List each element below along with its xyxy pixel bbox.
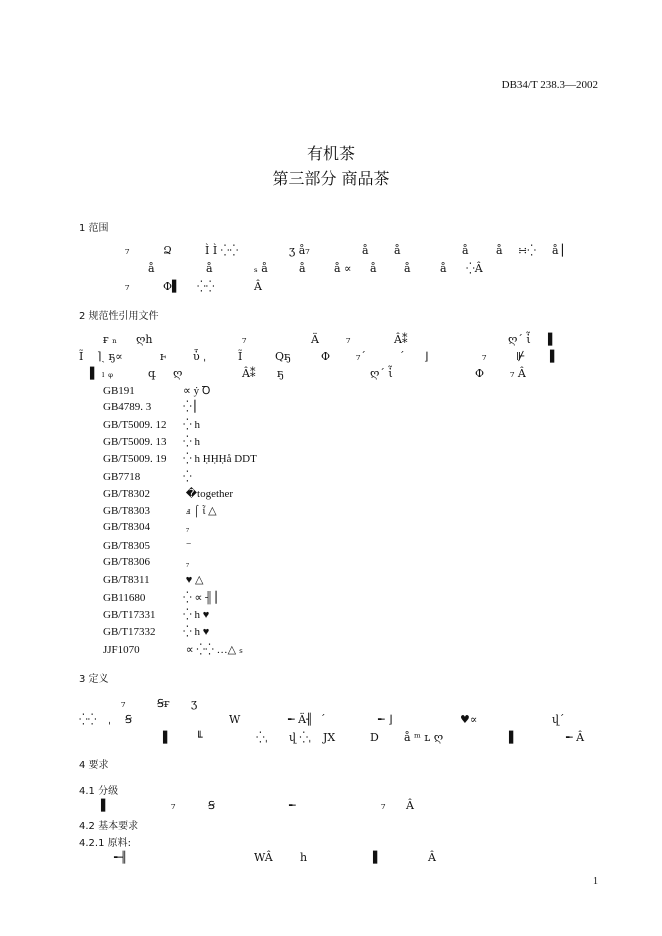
garbled-glyph: ₇ — [242, 333, 247, 346]
garbled-glyph: ღˊ ἶ — [370, 367, 393, 380]
garbled-glyph: վ ⁛ˌ — [289, 731, 312, 744]
reference-description: ⁛ h ♥ — [183, 626, 210, 639]
garbled-glyph: W — [229, 713, 241, 726]
garbled-glyph: ₇ — [482, 350, 487, 363]
reference-item — [103, 435, 200, 448]
garbled-glyph: Ձ — [163, 244, 172, 257]
garbled-glyph: Ì Ì ⁛⁛ — [205, 244, 239, 257]
garbled-glyph: å — [404, 262, 411, 275]
garbled-glyph: å — [299, 262, 306, 275]
reference-code: GB/T8311 — [103, 574, 150, 587]
garbled-glyph: ღh — [136, 333, 153, 346]
section-heading-references: 2 规范性引用文件 — [79, 311, 159, 322]
garbled-glyph: Φ▌ — [163, 280, 181, 293]
reference-code: GB/T8304 — [103, 521, 151, 534]
garbled-glyph: գ — [148, 367, 156, 380]
reference-item — [103, 470, 192, 483]
garbled-glyph: å — [362, 244, 369, 257]
garbled-glyph: å ▏ — [552, 244, 571, 257]
garbled-glyph: ₇ˊ — [356, 350, 366, 363]
garbled-glyph: ғ ₙ — [103, 333, 118, 346]
garbled-glyph: å — [496, 244, 503, 257]
reference-item — [103, 591, 224, 604]
section-heading-definitions: 3 定义 — [79, 674, 109, 685]
reference-description: ⅎ ⌠ ἶ △ — [183, 505, 217, 518]
garbled-glyph: å — [148, 262, 155, 275]
garbled-glyph: ˌ — [108, 713, 112, 726]
reference-item — [103, 452, 257, 465]
garbled-glyph: Ĩ — [79, 350, 84, 363]
reference-item — [103, 573, 204, 586]
garbled-glyph: ⱶ — [160, 350, 167, 363]
reference-code: GB11680 — [103, 591, 146, 604]
reference-description: ∝ ⁛⁛ …△ ₛ — [183, 643, 243, 656]
reference-code: GB191 — [103, 385, 135, 397]
garbled-glyph: ⊮ — [516, 350, 526, 363]
garbled-glyph: ♥∝ — [460, 713, 478, 726]
reference-code: GB/T5009. 13 — [103, 435, 167, 448]
reference-description: ∝ ẏ Ꝺ — [183, 385, 211, 397]
reference-description: ⁛ h ḤḤḤå DDT — [183, 453, 257, 466]
reference-item — [103, 400, 203, 413]
garbled-glyph: ⁛Â — [466, 262, 483, 275]
document-subtitle: 第三部分 商品茶 — [272, 169, 390, 188]
garbled-glyph: ⁛⁛ — [197, 280, 215, 293]
garbled-glyph: ⌉ˏ ҕ∝ — [97, 350, 123, 363]
garbled-glyph: å — [394, 244, 401, 257]
reference-item — [103, 487, 233, 500]
reference-description: ⁛ ▏ — [183, 401, 203, 414]
garbled-glyph: h — [300, 851, 308, 864]
reference-item — [103, 418, 200, 431]
garbled-glyph: ˊ — [399, 350, 405, 363]
reference-code: GB/T8305 — [103, 539, 151, 552]
reference-item — [103, 608, 209, 621]
garbled-glyph: ╾ ⌋ — [378, 713, 393, 726]
reference-code: GB/T5009. 19 — [103, 453, 167, 466]
reference-description: ₇ — [183, 521, 190, 534]
garbled-glyph: ˊ — [320, 713, 326, 726]
reference-item — [103, 643, 243, 656]
garbled-glyph: WÂ — [254, 851, 273, 864]
section-heading-raw-material: 4.2.1 原料: — [79, 838, 131, 849]
reference-code: GB/T5009. 12 — [103, 418, 167, 431]
garbled-glyph: JX — [323, 731, 336, 744]
garbled-glyph: ღˊ ἶ — [508, 333, 531, 346]
garbled-glyph: Φ — [475, 367, 485, 380]
garbled-glyph: ▌ — [550, 350, 559, 363]
garbled-glyph: ▌ ₗ ᵩ — [90, 367, 113, 380]
reference-item — [103, 521, 190, 533]
garbled-glyph: ╾╢ — [114, 851, 128, 864]
garbled-glyph: Ꞩ — [208, 799, 215, 812]
garbled-glyph: Ä — [311, 333, 319, 346]
section-heading-basic-requirements: 4.2 基本要求 — [79, 821, 139, 832]
garbled-glyph: վˊ — [552, 713, 565, 726]
garbled-glyph: ⁛ˌ — [256, 731, 268, 744]
garbled-glyph: Ĩ — [238, 350, 243, 363]
garbled-glyph: Â⁑ — [242, 367, 256, 380]
garbled-glyph: ₇ — [346, 333, 351, 346]
garbled-glyph: ღ — [173, 367, 183, 380]
garbled-glyph: ▌ — [373, 851, 382, 864]
garbled-glyph: å — [370, 262, 377, 275]
document-title: 有机茶 — [306, 144, 355, 163]
reference-code: GB4789. 3 — [103, 401, 152, 414]
garbled-glyph: ⌋ — [424, 350, 429, 363]
reference-description: ⁛ h ♥ — [183, 608, 210, 621]
section-heading-scope: 1 范围 — [79, 223, 109, 234]
reference-item — [103, 383, 210, 398]
reference-item — [103, 539, 192, 552]
reference-code: GB/T8306 — [103, 556, 151, 568]
garbled-glyph: ╾ — [289, 799, 296, 812]
reference-description: ⁛ h — [183, 418, 201, 431]
reference-code: GB7718 — [103, 470, 141, 483]
garbled-glyph: ҕ — [277, 367, 284, 380]
garbled-glyph: ▌ — [548, 333, 557, 346]
reference-code: GB/T17331 — [103, 608, 156, 621]
garbled-glyph: ∺⁛ — [518, 244, 536, 257]
garbled-glyph: D — [370, 731, 379, 744]
garbled-glyph: Â — [428, 851, 436, 864]
garbled-glyph: Ꞩ — [125, 713, 132, 726]
section-heading-requirements: 4 要求 — [79, 760, 109, 771]
garbled-glyph: ₇ — [125, 280, 130, 293]
garbled-glyph: Â — [254, 280, 262, 293]
reference-description: �together — [183, 487, 234, 500]
reference-item — [103, 625, 209, 638]
reference-item — [103, 556, 190, 568]
garbled-glyph: ὖ ˌ — [193, 350, 207, 363]
garbled-glyph: ₇ — [125, 244, 130, 257]
garbled-glyph: ʒ — [191, 697, 198, 710]
garbled-glyph: Â — [406, 799, 414, 812]
garbled-glyph: Qҕ — [275, 350, 291, 363]
garbled-glyph: ╾ Â — [566, 731, 585, 744]
garbled-glyph: å — [440, 262, 447, 275]
garbled-glyph: ₇ — [121, 697, 126, 710]
reference-description: ⁛ ∝ ╢ ▏ — [183, 591, 225, 604]
standard-number: DB34/T 238.3—2002 — [501, 79, 598, 91]
page-number: 1 — [593, 876, 598, 887]
garbled-glyph: ₛ å — [254, 262, 268, 275]
garbled-glyph: ₇ — [171, 799, 176, 812]
garbled-glyph: å — [206, 262, 213, 275]
reference-description: ⁻ — [183, 539, 192, 552]
garbled-glyph: Ꞩғ — [157, 697, 170, 710]
garbled-glyph: å — [462, 244, 469, 257]
reference-code: GB/T17332 — [103, 626, 156, 639]
garbled-glyph: ⁛⁛ — [79, 713, 97, 726]
garbled-glyph: ₇ — [381, 799, 386, 812]
garbled-glyph: ▌ — [509, 731, 518, 744]
garbled-glyph: ₇ Â — [510, 367, 526, 380]
garbled-glyph: ╙ — [196, 731, 203, 744]
garbled-glyph: å ∝ — [334, 262, 352, 275]
reference-description: ⁛ h — [183, 435, 201, 448]
reference-description: ⁛ — [183, 470, 192, 483]
garbled-glyph: Φ — [321, 350, 331, 363]
garbled-glyph: ▌ — [101, 799, 110, 812]
reference-code: GB/T8302 — [103, 487, 151, 500]
garbled-glyph: ʒ å₇ — [289, 244, 310, 257]
garbled-glyph: ╾ Ä╢ — [288, 713, 313, 726]
garbled-glyph: Â⁑ — [394, 333, 408, 346]
reference-code: JJF1070 — [103, 643, 140, 656]
reference-description: ♥ △ — [183, 574, 204, 587]
reference-item — [103, 504, 217, 517]
reference-description: ₇ — [183, 556, 190, 568]
reference-code: GB/T8303 — [103, 505, 151, 518]
section-heading-grading: 4.1 分级 — [79, 786, 119, 797]
garbled-glyph: å ᵐ ʟ ღ — [404, 731, 444, 744]
garbled-glyph: ▌ — [163, 731, 172, 744]
